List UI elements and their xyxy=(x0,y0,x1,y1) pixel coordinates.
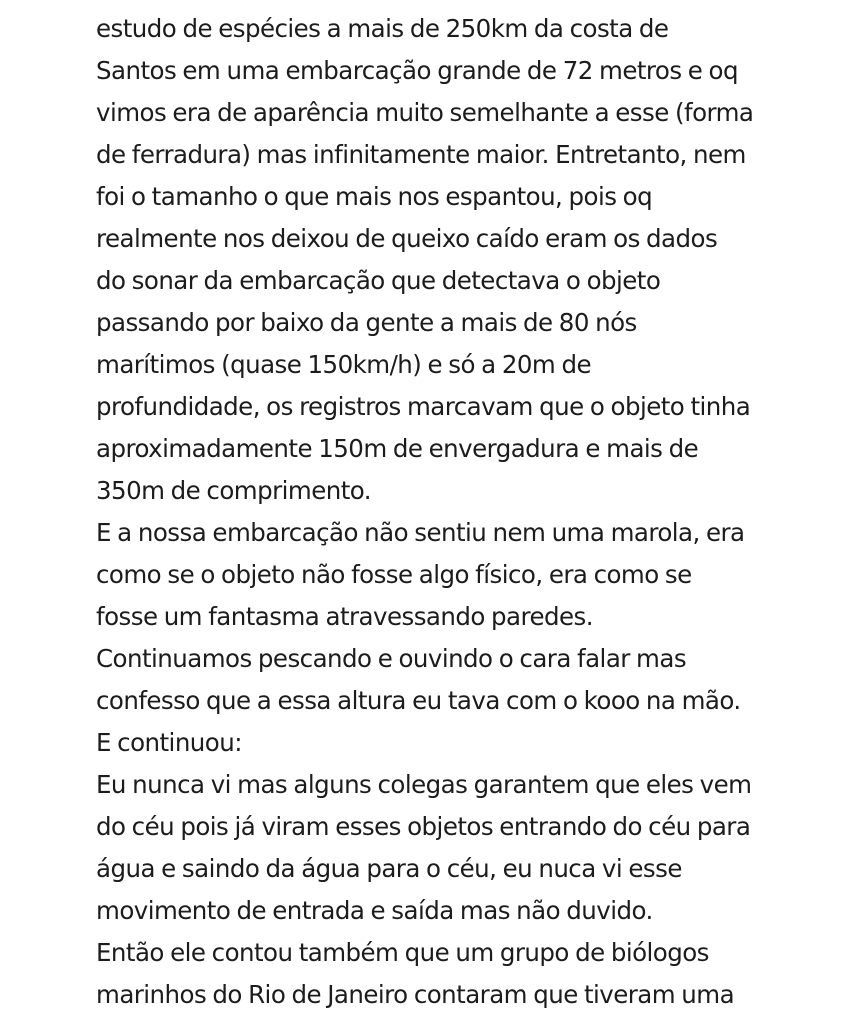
text-line: fosse um fantasma atravessando paredes. xyxy=(96,602,593,631)
text-line: do céu pois já viram esses objetos entrando do céu para xyxy=(96,812,751,841)
text-line: Continuamos pescando e ouvindo o cara falar mas xyxy=(96,644,687,673)
text-line: confesso que a essa altura eu tava com o kooo na mão. xyxy=(96,686,741,715)
text-line: vimos era de aparência muito semelhante a esse (forma xyxy=(96,98,754,127)
text-line: 350m de comprimento. xyxy=(96,476,372,505)
text-line: do sonar da embarcação que detectava o objeto xyxy=(96,266,661,295)
text-line: Eu nunca vi mas alguns colegas garantem que eles vem xyxy=(96,770,752,799)
text-line: movimento de entrada e saída mas não duvido. xyxy=(96,896,653,925)
text-line: foi o tamanho o que mais nos espantou, pois oq xyxy=(96,182,653,211)
text-line: Santos em uma embarcação grande de 72 metros e oq xyxy=(96,56,738,85)
text-line: E a nossa embarcação não sentiu nem uma marola, era xyxy=(96,518,745,547)
text-line: de ferradura) mas infinitamente maior. Entretanto, nem xyxy=(96,140,746,169)
text-line: aproximadamente 150m de envergadura e mais de xyxy=(96,434,699,463)
text-line: marítimos (quase 150km/h) e só a 20m de xyxy=(96,350,592,379)
text-line: Então ele contou também que um grupo de biólogos xyxy=(96,938,709,967)
text-line: como se o objeto não fosse algo físico, era como se xyxy=(96,560,692,589)
text-line: realmente nos deixou de queixo caído eram os dados xyxy=(96,224,718,253)
text-line: passando por baixo da gente a mais de 80 nós xyxy=(96,308,637,337)
text-line: profundidade, os registros marcavam que o objeto tinha xyxy=(96,392,751,421)
text-line: marinhos do Rio de Janeiro contaram que tiveram uma xyxy=(96,980,735,1009)
text-line: água e saindo da água para o céu, eu nuca vi esse xyxy=(96,854,682,883)
text-line: E continuou: xyxy=(96,728,242,757)
text-line: estudo de espécies a mais de 250km da costa de xyxy=(96,14,669,43)
article-body xyxy=(96,8,816,1016)
